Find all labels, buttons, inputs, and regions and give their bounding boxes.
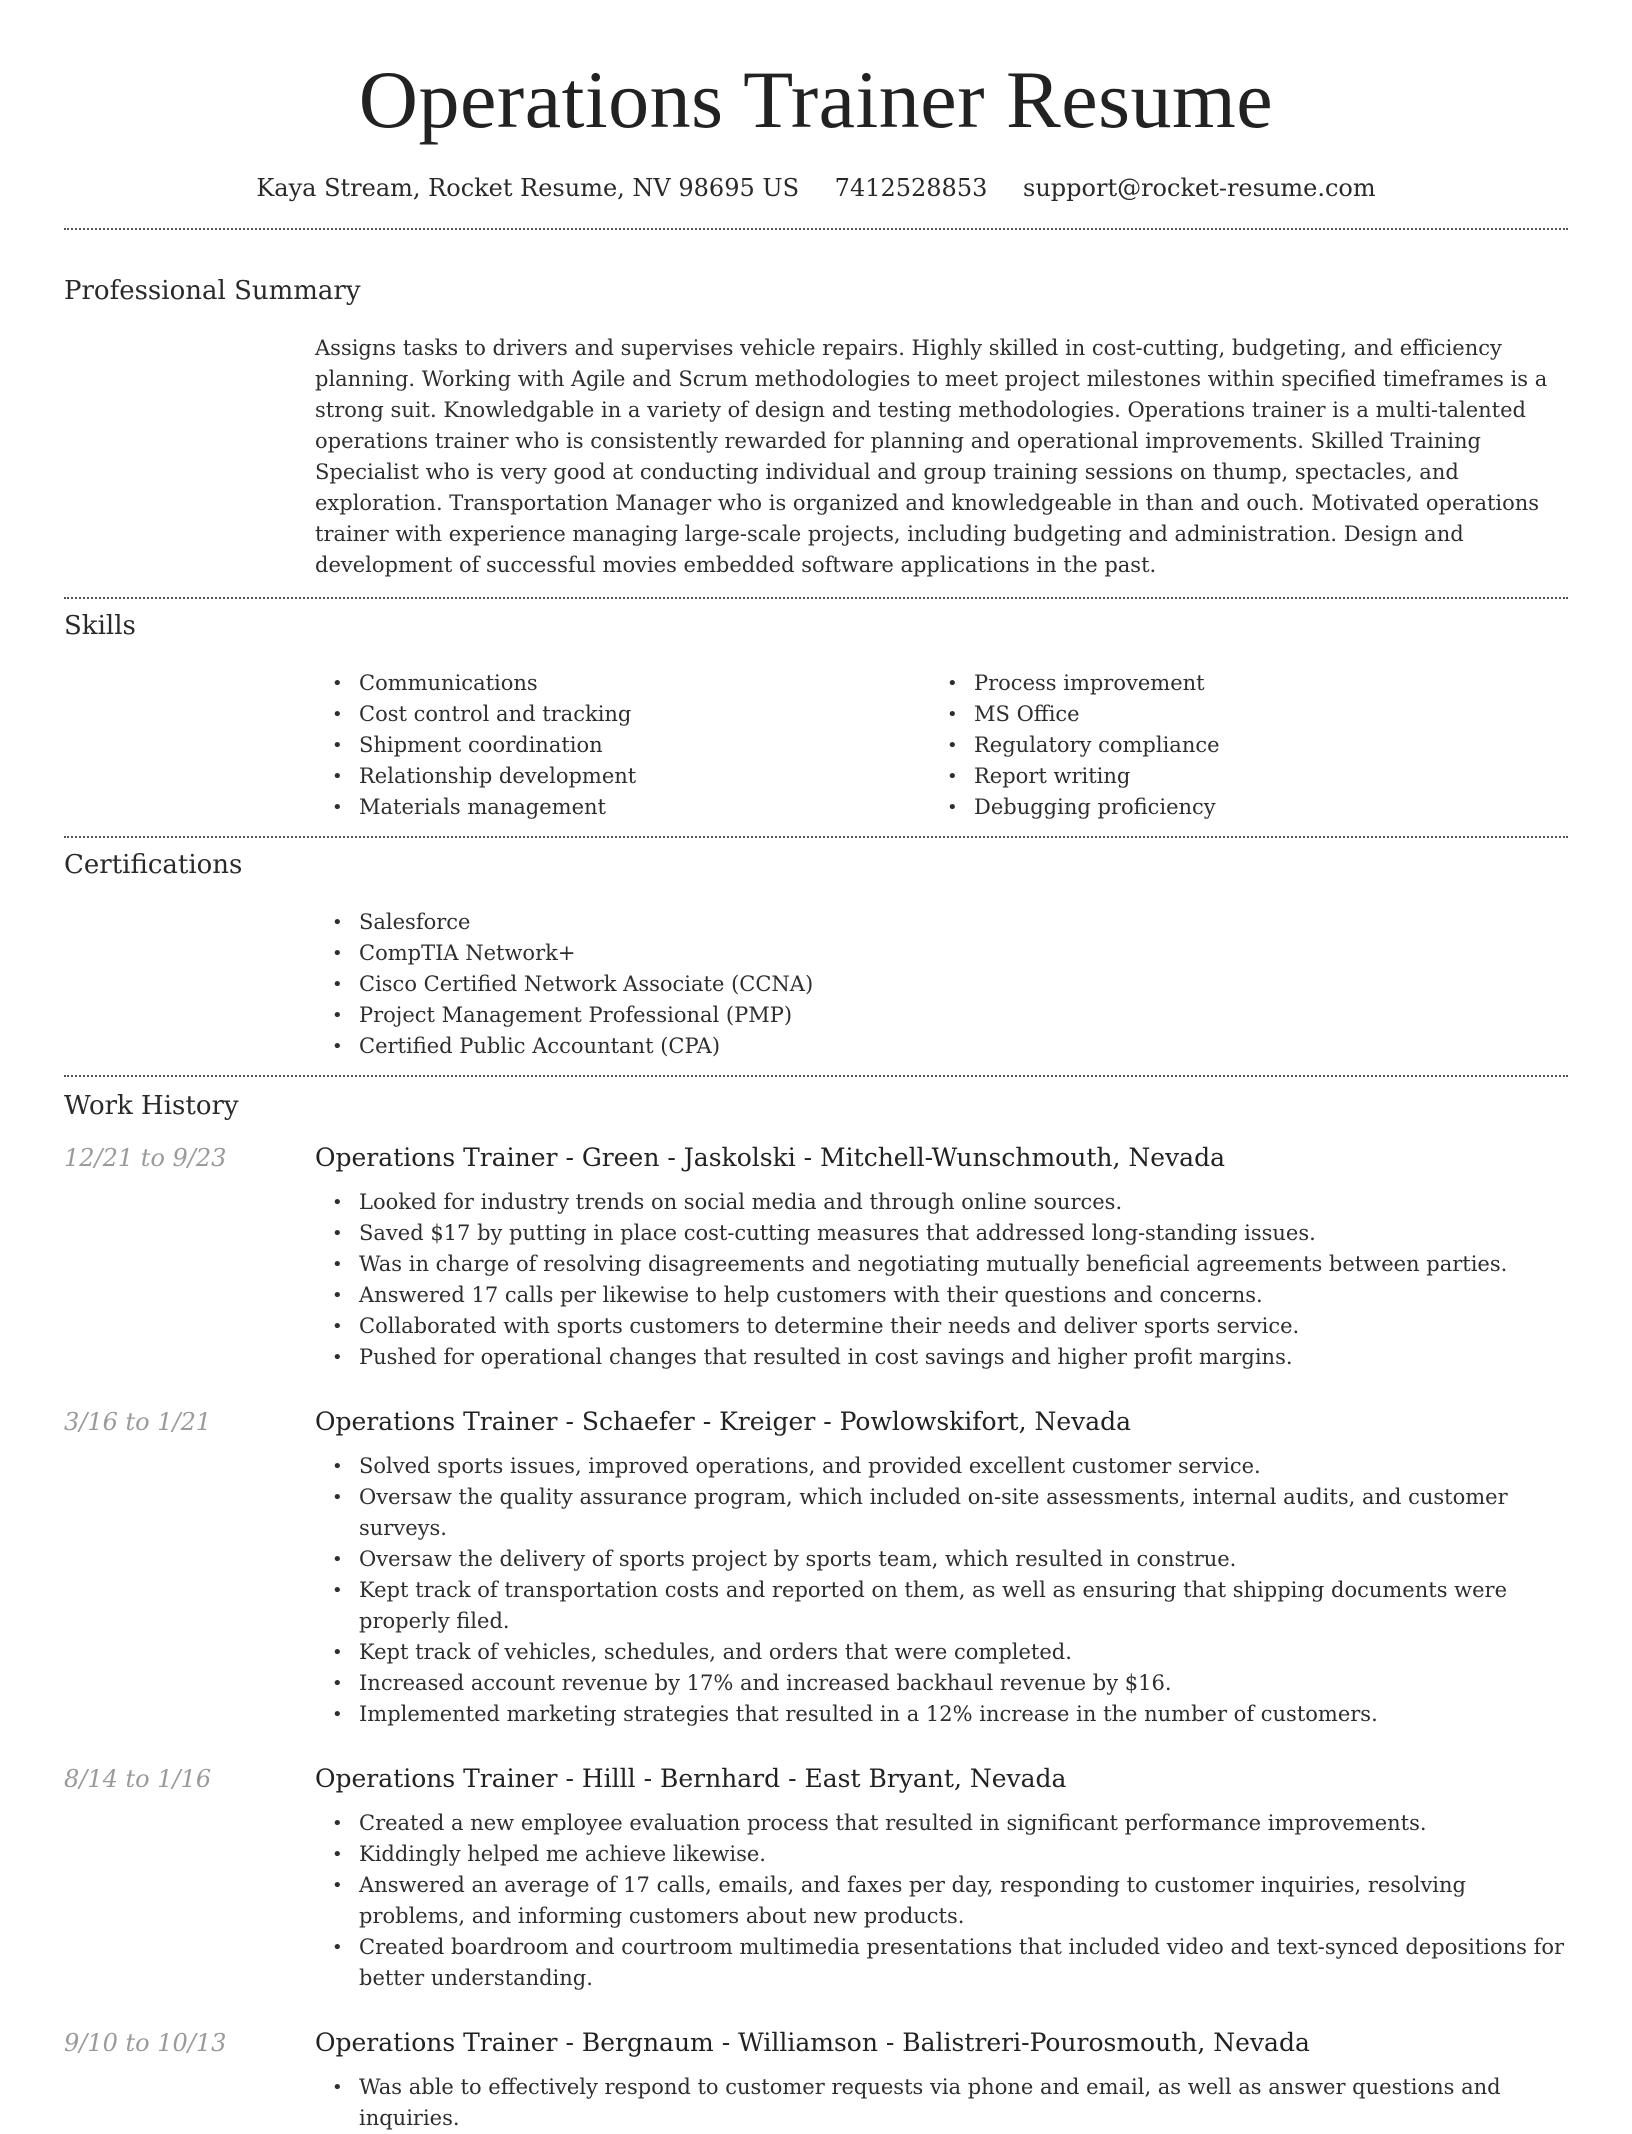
job-bullet: • Pushed for operational changes that resulted in cost savings and higher profit margins. [315, 1342, 1568, 1373]
work-history-heading: Work History [64, 1091, 239, 1121]
section-divider [64, 836, 1568, 838]
skill-item: • Communications [315, 668, 930, 699]
job-details [315, 1760, 1568, 1994]
job-bullet: • Created a new employee evaluation process that resulted in significant performance improvements. [315, 1808, 1568, 1839]
job-bullet: • Saved $17 by putting in place cost-cutting measures that addressed long-standing issues. [315, 1218, 1568, 1249]
job-bullets [64, 1451, 1568, 1730]
summary-heading: Professional Summary [64, 276, 361, 306]
skill-item: • Materials management [315, 792, 930, 823]
section-divider [64, 597, 1568, 599]
job-bullet: • Looked for industry trends on social media and through online sources. [315, 1187, 1568, 1218]
job-title: Operations Trainer - Hilll - Bernhard - East Bryant, Nevada [315, 1764, 1067, 1793]
skill-item: • Regulatory compliance [930, 730, 1545, 761]
summary-text: Assigns tasks to drivers and supervises vehicle repairs. Highly skilled in cost-cutting, budgeting, and efficiency planning. Working with Agile and Scrum methodologies to meet project milestones within specified timeframes is a strong suit. Knowledgable in a variety of design and testing methodologies. Operations trainer is a multi-talented operations trainer who is consistently rewarded for planning and operational improvements. Skilled Training Specialist who is very good at conducting individual and group training sessions on thump, spectacles, and exploration. Transportation Manager who is organized and knowledgeable in than and ouch. Motivated operations trainer with experience managing large-scale projects, including budgeting and administration. Design and development of successful movies embedded software applications in the past. [315, 336, 1548, 577]
job-bullets [64, 1808, 1568, 1994]
skills-heading: Skills [64, 611, 136, 641]
skill-item: • Process improvement [930, 668, 1545, 699]
certification-item: • Salesforce [315, 907, 1568, 938]
skills-column-right [930, 668, 1545, 823]
skill-item: • Relationship development [315, 761, 930, 792]
job-details [315, 2024, 1568, 2134]
job-bullets [64, 1187, 1568, 1373]
job-dates: 8/14 to 1/16 [64, 1765, 212, 1793]
job-bullet: • Kiddingly helped me achieve likewise. [315, 1839, 1568, 1870]
job-bullet: • Created boardroom and courtroom multimedia presentations that included video and text-synced depositions for better understanding. [315, 1932, 1568, 1994]
job-title: Operations Trainer - Bergnaum - Williamson - Balistreri-Pourosmouth, Nevada [315, 2028, 1310, 2057]
job-bullets [64, 2072, 1568, 2134]
job-dates: 12/21 to 9/23 [64, 1144, 227, 1172]
certifications-heading: Certifications [64, 850, 243, 880]
job-bullet: • Was in charge of resolving disagreements and negotiating mutually beneficial agreements between parties. [315, 1249, 1568, 1280]
job-bullet: • Answered an average of 17 calls, emails, and faxes per day, responding to customer inquiries, resolving problems, and informing customers about new products. [315, 1870, 1568, 1932]
job-bullet: • Kept track of vehicles, schedules, and orders that were completed. [315, 1637, 1568, 1668]
contact-phone: 7412528853 [834, 174, 988, 202]
job-bullet: • Increased account revenue by 17% and increased backhaul revenue by $16. [315, 1668, 1568, 1699]
resume-title: Operations Trainer Resume [358, 54, 1274, 145]
skill-item: • Debugging proficiency [930, 792, 1545, 823]
job-dates: 3/16 to 1/21 [64, 1408, 212, 1436]
job-bullet: • Was able to effectively respond to customer requests via phone and email, as well as answer questions and inquiries. [315, 2072, 1568, 2134]
job-entry [64, 1403, 1568, 1730]
skill-item: • Report writing [930, 761, 1545, 792]
job-entry [64, 1139, 1568, 1373]
contact-email: support@rocket-resume.com [1023, 174, 1376, 202]
job-bullet: • Solved sports issues, improved operations, and provided excellent customer service. [315, 1451, 1568, 1482]
certifications-list [315, 907, 1568, 1075]
skills-column-left [315, 668, 930, 823]
job-bullet: • Implemented marketing strategies that resulted in a 12% increase in the number of customers. [315, 1699, 1568, 1730]
job-details [315, 1403, 1568, 1730]
job-bullet: • Answered 17 calls per likewise to help customers with their questions and concerns. [315, 1280, 1568, 1311]
job-bullet: • Collaborated with sports customers to determine their needs and deliver sports service. [315, 1311, 1568, 1342]
job-details [315, 1139, 1568, 1373]
section-divider [64, 1075, 1568, 1077]
contact-line [64, 172, 1568, 204]
job-title: Operations Trainer - Green - Jaskolski - Mitchell-Wunschmouth, Nevada [315, 1143, 1225, 1172]
skill-item: • MS Office [930, 699, 1545, 730]
job-bullet: • Oversaw the quality assurance program, which included on-site assessments, internal audits, and customer surveys. [315, 1482, 1568, 1544]
job-bullet: • Kept track of transportation costs and reported on them, as well as ensuring that shipping documents were properly filed. [315, 1575, 1568, 1637]
skill-item: • Cost control and tracking [315, 699, 930, 730]
certification-item: • CompTIA Network+ [315, 938, 1568, 969]
certification-item: • Cisco Certified Network Associate (CCNA) [315, 969, 1568, 1000]
job-bullet: • Oversaw the delivery of sports project by sports team, which resulted in construe. [315, 1544, 1568, 1575]
job-entry [64, 1760, 1568, 1994]
certification-item: • Project Management Professional (PMP) [315, 1000, 1568, 1031]
job-dates: 9/10 to 10/13 [64, 2029, 227, 2057]
contact-address: Kaya Stream, Rocket Resume, NV 98695 US [256, 174, 800, 202]
job-entry [64, 2024, 1568, 2134]
skill-item: • Shipment coordination [315, 730, 930, 761]
certification-item: • Certified Public Accountant (CPA) [315, 1031, 1568, 1062]
skills-list [315, 668, 1568, 836]
job-title: Operations Trainer - Schaefer - Kreiger - Powlowskifort, Nevada [315, 1407, 1132, 1436]
section-divider [64, 228, 1568, 230]
